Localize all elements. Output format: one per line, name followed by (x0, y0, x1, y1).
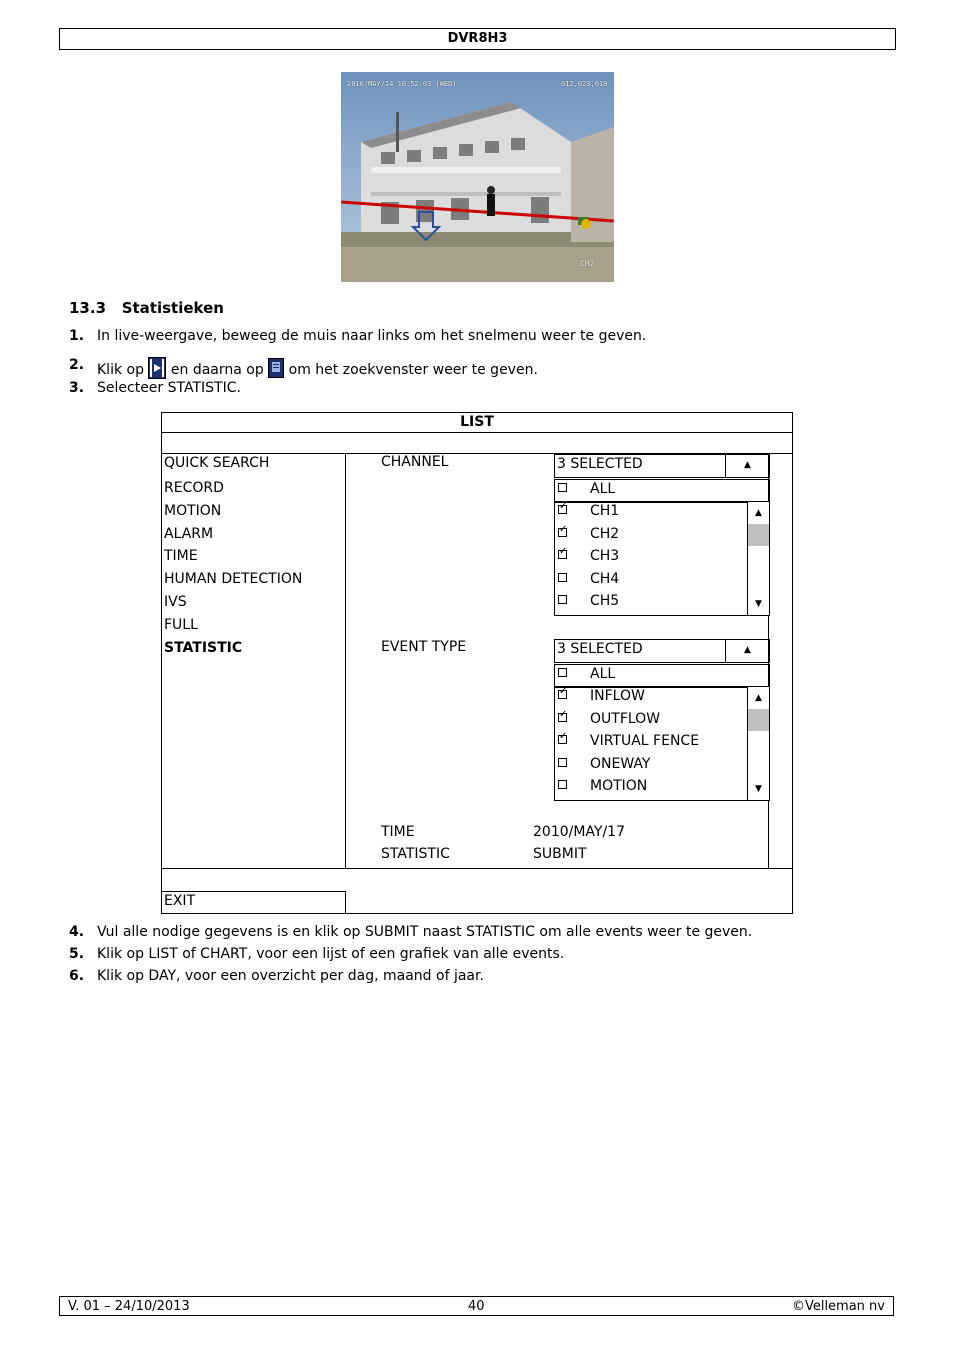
event-item-label: VIRTUAL FENCE (590, 733, 700, 749)
step-1 (69, 328, 869, 346)
step-number: 1. (69, 328, 85, 344)
section-number: 13.3 (69, 299, 107, 317)
camera-timestamp: 2010/MAY/14 10:52:03 (WED) (347, 80, 457, 88)
statistic-label: STATISTIC (381, 846, 450, 862)
channel-item-checkbox[interactable] (558, 550, 567, 559)
statistic-search-panel (161, 412, 793, 914)
collapse-arrow-icon[interactable]: ▲ (744, 460, 751, 470)
exit-label: EXIT (164, 893, 196, 909)
step-number: 3. (69, 380, 85, 396)
exit-button[interactable] (161, 891, 346, 914)
step-text: Klik op LIST of CHART, voor een lijst of een grafiek van alle events. (97, 946, 565, 962)
scroll-thumb[interactable] (748, 709, 769, 731)
event-item-label: ONEWAY (590, 756, 651, 772)
submit-button[interactable]: SUBMIT (533, 846, 587, 862)
event-type-select[interactable] (554, 639, 770, 663)
menu-record[interactable]: RECORD (164, 480, 224, 496)
step-text-post: om het zoekvenster weer te geven. (288, 362, 538, 378)
step-number: 5. (69, 946, 85, 962)
menu-statistic[interactable]: STATISTIC (164, 640, 243, 656)
collapse-arrow-icon[interactable]: ▲ (744, 645, 751, 655)
event-all-label: ALL (590, 666, 616, 682)
channel-selected-value: 3 SELECTED (557, 456, 643, 472)
menu-full[interactable]: FULL (164, 617, 198, 633)
step-number: 4. (69, 924, 85, 940)
page-footer (59, 1296, 894, 1316)
channel-all-label: ALL (590, 481, 616, 497)
channel-list (554, 501, 770, 616)
event-type-label: EVENT TYPE (381, 639, 467, 655)
channel-item-label: CH5 (590, 593, 620, 609)
search-list-icon (268, 358, 284, 382)
step-text: Vul alle nodige gegevens is en klik op SUBMIT naast STATISTIC om alle events weer te geven. (97, 924, 753, 940)
event-item-label: MOTION (590, 778, 648, 794)
channel-item-checkbox[interactable] (558, 595, 567, 604)
event-all-checkbox[interactable] (558, 668, 567, 677)
channel-scrollbar[interactable] (747, 502, 769, 615)
event-item-label: OUTFLOW (590, 711, 661, 727)
camera-scene-image (341, 72, 614, 282)
event-item-checkbox[interactable] (558, 780, 567, 789)
scroll-down-arrow-icon[interactable]: ▼ (755, 784, 762, 794)
camera-counter: 012,023,018 (561, 80, 608, 88)
divider (346, 868, 792, 869)
event-item-checkbox[interactable] (558, 735, 567, 744)
time-value[interactable]: 2010/MAY/17 (533, 824, 625, 840)
menu-time[interactable]: TIME (164, 548, 198, 564)
menu-alarm[interactable]: ALARM (164, 526, 214, 542)
menu-ivs[interactable]: IVS (164, 594, 187, 610)
event-type-list (554, 686, 770, 801)
channel-item-label: CH3 (590, 548, 620, 564)
scroll-thumb[interactable] (748, 524, 769, 546)
scroll-up-arrow-icon[interactable]: ▲ (755, 693, 762, 703)
step-text: Klik op DAY, voor een overzicht per dag, maand of jaar. (97, 968, 484, 984)
step-3 (69, 380, 869, 398)
step-text-mid: en daarna op (170, 362, 264, 378)
camera-screenshot (341, 72, 614, 282)
channel-item-checkbox[interactable] (558, 573, 567, 582)
event-item-label: INFLOW (590, 688, 645, 704)
channel-item-checkbox[interactable] (558, 505, 567, 514)
search-menu (161, 453, 346, 869)
step-2 (69, 357, 869, 378)
event-item-checkbox[interactable] (558, 758, 567, 767)
event-all-row[interactable] (554, 664, 770, 688)
section-heading (69, 299, 224, 317)
event-scrollbar[interactable] (747, 687, 769, 800)
footer-version: V. 01 – 24/10/2013 (68, 1299, 190, 1314)
step-text: Selecteer STATISTIC. (97, 380, 241, 396)
step-5 (69, 946, 889, 964)
channel-item-checkbox[interactable] (558, 528, 567, 537)
menu-quick-search[interactable]: QUICK SEARCH (164, 455, 270, 471)
scroll-up-arrow-icon[interactable]: ▲ (755, 508, 762, 518)
footer-copyright: ©Velleman nv (791, 1299, 885, 1314)
channel-item-label: CH1 (590, 503, 620, 519)
channel-all-checkbox[interactable] (558, 483, 567, 492)
step-text-pre: Klik op (97, 362, 144, 378)
channel-select[interactable] (554, 454, 770, 478)
page-header: DVR8H3 (59, 28, 896, 50)
camera-channel-label: CH2 (580, 259, 595, 268)
step-6 (69, 968, 889, 986)
step-number: 6. (69, 968, 85, 984)
menu-motion[interactable]: MOTION (164, 503, 222, 519)
footer-page-number: 40 (468, 1299, 485, 1314)
step-4 (69, 924, 889, 942)
event-item-checkbox[interactable] (558, 713, 567, 722)
menu-human-detection[interactable]: HUMAN DETECTION (164, 571, 303, 587)
event-selected-value: 3 SELECTED (557, 641, 643, 657)
panel-title: LIST (162, 413, 792, 433)
step-number: 2. (69, 357, 85, 373)
channel-item-label: CH4 (590, 571, 620, 587)
time-label: TIME (381, 824, 415, 840)
scroll-down-arrow-icon[interactable]: ▼ (755, 599, 762, 609)
channel-label: CHANNEL (381, 454, 449, 470)
step-text: In live-weergave, beweeg de muis naar links om het snelmenu weer te geven. (97, 328, 647, 344)
channel-all-row[interactable] (554, 479, 770, 503)
channel-item-label: CH2 (590, 526, 620, 542)
section-title: Statistieken (121, 299, 224, 317)
event-item-checkbox[interactable] (558, 690, 567, 699)
